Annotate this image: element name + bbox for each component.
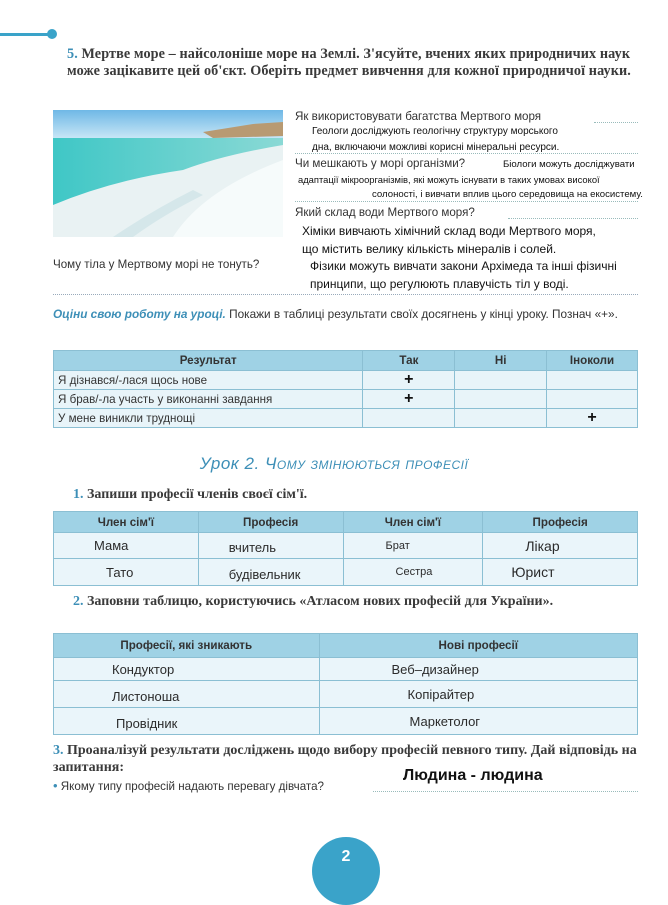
- task-3-body: Проаналізуй результати досліджень щодо вибору професій певного типу. Дай відповідь на запитання:: [53, 743, 637, 775]
- dotted-line: [594, 122, 638, 123]
- row-label: Я дізнався/-лася щось нове: [54, 371, 363, 390]
- family-member-cell[interactable]: Тато: [54, 559, 199, 586]
- task-2-text: [73, 593, 639, 610]
- mark-cell[interactable]: [455, 409, 547, 428]
- table-row: [54, 708, 638, 735]
- profession-cell[interactable]: будівельник: [198, 559, 343, 586]
- bullet-question: [53, 778, 324, 793]
- header-new-professions: Нові професії: [319, 634, 637, 658]
- mark-cell[interactable]: [547, 371, 638, 390]
- profession-cell[interactable]: Лікар: [483, 533, 638, 559]
- self-evaluation-highlight: Оціни свою роботу на уроці.: [53, 307, 226, 321]
- task-2-body: Заповни таблицю, користуючись «Атласом нових професій для України».: [87, 594, 554, 609]
- header-sometimes: Іноколи: [547, 351, 638, 371]
- table-row: [54, 559, 638, 586]
- dotted-line: [508, 218, 638, 219]
- new-profession-cell[interactable]: Веб–дизайнер: [319, 658, 637, 681]
- answer-dotted-line: [373, 791, 638, 792]
- dotted-line: [295, 201, 638, 202]
- self-evaluation-text: Покажи в таблиці результати своїх досягнень у кінці уроку. Познач «+».: [225, 307, 618, 321]
- answer-4-line-1: Фізики можуть вивчати закони Архімеда та інші фізичні: [310, 259, 617, 273]
- task-5-body: Мертве море – найсолоніше море на Землі. З'ясуйте, вчених яких природничих наук може зацікавите цей об'єкт. Оберіть предмет вивчення для кожної природничої науки.: [67, 46, 631, 79]
- bullet-icon: •: [53, 778, 58, 793]
- task-1-text: [73, 487, 307, 503]
- decorative-top-line: [0, 33, 50, 36]
- lesson-topic: Чому змінюються професії: [264, 454, 469, 473]
- lesson-title: [0, 454, 668, 474]
- task-1-number: 1.: [73, 487, 84, 502]
- row-label: Я брав/-ла участь у виконанні завдання: [54, 390, 363, 409]
- family-member-cell[interactable]: Брат: [343, 533, 483, 559]
- new-profession-cell[interactable]: Маркетолог: [319, 708, 637, 735]
- answer-1-line-2: дна, включаючи можливі корисні мінеральні ресурси.: [312, 142, 560, 153]
- answer-2-line-3: солоності, і вивчати вплив цього середовища на екосистему.: [372, 189, 643, 200]
- results-table-header: [54, 351, 638, 371]
- task-5-text: [67, 46, 645, 80]
- mark-cell[interactable]: [455, 390, 547, 409]
- answer-1-line-1: Геологи досліджують геологічну структуру морського: [312, 126, 558, 137]
- mark-cell[interactable]: [547, 390, 638, 409]
- answer-2-line-1: Біологи можуть досліджувати: [503, 159, 635, 170]
- table-row: [54, 371, 638, 390]
- family-table: [53, 511, 638, 586]
- row-label: У мене виникли труднощі: [54, 409, 363, 428]
- answer-4-line-2: принципи, що регулюють плавучість тіл у воді.: [310, 277, 569, 291]
- self-evaluation-instruction: [53, 306, 638, 322]
- mark-cell[interactable]: +: [363, 390, 455, 409]
- header-family-member: Член сім'ї: [343, 512, 483, 533]
- table-row: [54, 658, 638, 681]
- table-row: [54, 390, 638, 409]
- mark-cell[interactable]: +: [547, 409, 638, 428]
- page-number: 2: [341, 848, 351, 865]
- question-4: Чому тіла у Мертвому морі не тонуть?: [53, 258, 260, 271]
- disappearing-profession-cell[interactable]: Листоноша: [54, 681, 320, 708]
- dotted-line: [295, 153, 638, 154]
- profession-cell[interactable]: вчитель: [198, 533, 343, 559]
- professions-table: [53, 633, 638, 735]
- task-3-number: 3.: [53, 743, 64, 758]
- lesson-number: Урок 2.: [199, 454, 260, 473]
- task-5-number: 5.: [67, 46, 78, 62]
- answer-2-line-2: адаптації мікроорганізмів, які можуть існувати в таких умовах високої: [298, 174, 600, 185]
- professions-table-header: [54, 634, 638, 658]
- disappearing-profession-cell[interactable]: Кондуктор: [54, 658, 320, 681]
- task-1-body: Запиши професії членів своєї сім'ї.: [87, 487, 308, 502]
- bullet-question-text: Якому типу професій надають перевагу дівчата?: [60, 780, 324, 793]
- mark-cell[interactable]: +: [363, 371, 455, 390]
- header-disappearing-professions: Професії, які зникають: [54, 634, 320, 658]
- header-family-member: Член сім'ї: [54, 512, 199, 533]
- header-result: Результат: [54, 351, 363, 371]
- question-1: Як використовувати багатства Мертвого моря: [295, 110, 542, 123]
- header-profession: Професія: [483, 512, 638, 533]
- header-profession: Професія: [198, 512, 343, 533]
- mark-cell[interactable]: [455, 371, 547, 390]
- task-3-text: [53, 742, 639, 776]
- mark-cell[interactable]: [363, 409, 455, 428]
- results-table: [53, 350, 638, 428]
- bullet-answer[interactable]: Людина - людина: [403, 767, 543, 784]
- answer-3-line-2: що містить велику кількість мінералів і солей.: [302, 242, 557, 256]
- dotted-separator: [53, 294, 638, 295]
- table-row: [54, 533, 638, 559]
- answer-3-line-1: Хіміки вивчають хімічний склад води Мертвого моря,: [302, 224, 596, 238]
- profession-cell[interactable]: Юрист: [483, 559, 638, 586]
- dead-sea-photo: [53, 110, 283, 237]
- new-profession-cell[interactable]: Копірайтер: [319, 681, 637, 708]
- family-member-cell[interactable]: Сестра: [343, 559, 483, 586]
- disappearing-profession-cell[interactable]: Провідник: [54, 708, 320, 735]
- family-table-header: [54, 512, 638, 533]
- table-row: [54, 409, 638, 428]
- decorative-top-dot: [47, 29, 57, 39]
- question-3: Який склад води Мертвого моря?: [295, 206, 475, 219]
- header-yes: Так: [363, 351, 455, 371]
- family-member-cell[interactable]: Мама: [54, 533, 199, 559]
- question-2: Чи мешкають у морі організми?: [295, 157, 466, 170]
- task-2-number: 2.: [73, 594, 84, 609]
- table-row: [54, 681, 638, 708]
- header-no: Ні: [455, 351, 547, 371]
